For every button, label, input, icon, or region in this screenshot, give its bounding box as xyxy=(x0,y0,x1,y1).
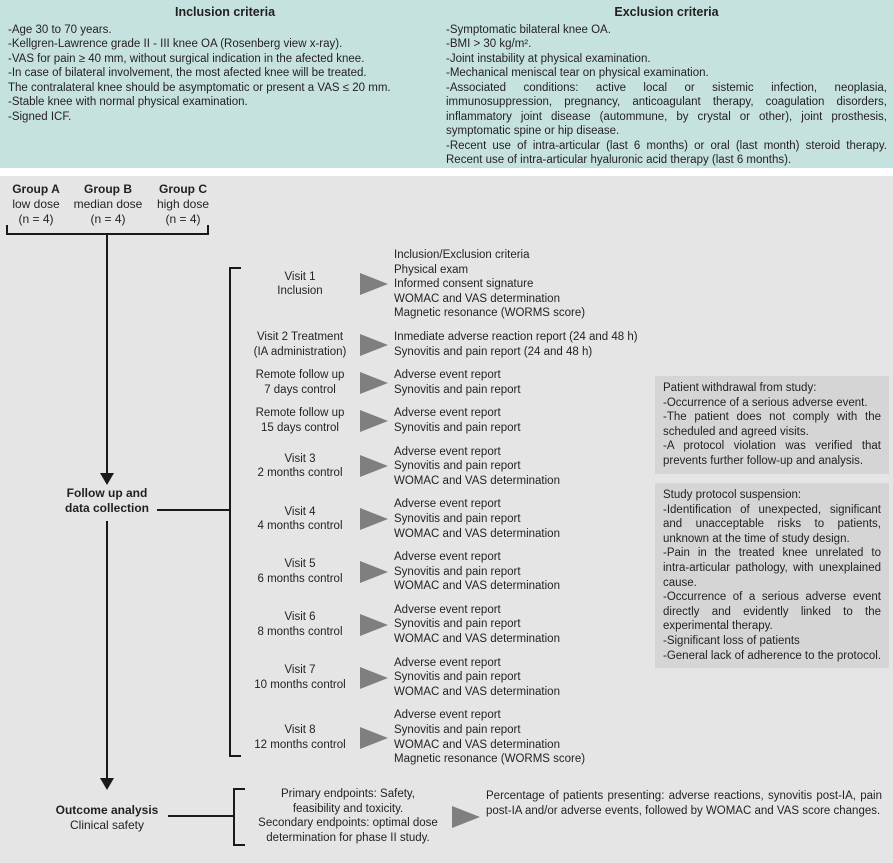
visit-label-line: 4 months control xyxy=(257,520,343,533)
arrow-cell xyxy=(360,667,394,689)
visit-label-line: Inclusion xyxy=(277,285,323,298)
visit-label-line: 2 months control xyxy=(257,467,343,480)
visit-description-line: Informed consent signature xyxy=(394,278,534,291)
outcome-result-text: Percentage of patients presenting: adverse reactions, synovitis post-IA, pain post-IA and/or adverse events, followed by WOMAC and VAS score changes. xyxy=(486,790,882,817)
visit-description-line: Synovitis and pain report xyxy=(394,512,521,525)
visit-description-line: WOMAC and VAS determination xyxy=(394,633,560,646)
criteria-panel xyxy=(0,0,893,168)
exclusion-criteria-item: -Symptomatic bilateral knee OA. xyxy=(446,23,611,36)
arrow-cell xyxy=(360,334,394,356)
visit-description-line: Synovitis and pain report xyxy=(394,724,521,737)
inclusion-criteria-item: -VAS for pain ≥ 40 mm, without surgical indication in the afected knee. xyxy=(8,52,365,65)
right-arrow-icon xyxy=(360,667,388,689)
visit-row xyxy=(240,708,680,766)
right-arrow-icon xyxy=(360,273,388,295)
visit-descriptions xyxy=(394,406,680,435)
dose-group-line: median dose xyxy=(73,197,143,211)
visit-descriptions xyxy=(394,550,680,594)
visit-row xyxy=(240,330,680,359)
endpoints-line: feasibility and toxicity. xyxy=(292,802,404,815)
visit-label xyxy=(240,505,360,534)
followup-connector-line xyxy=(157,509,229,511)
right-arrow-icon xyxy=(360,410,388,432)
visit-description-line: WOMAC and VAS determination xyxy=(394,580,560,593)
visit-label-line: Visit 1 xyxy=(284,270,316,283)
outcome-connector-line xyxy=(168,815,233,817)
dose-group-line: low dose xyxy=(12,197,60,211)
withdrawal-box xyxy=(655,376,889,474)
dose-group-line: (n = 4) xyxy=(90,212,126,226)
visit-description-line: WOMAC and VAS determination xyxy=(394,527,560,540)
visit-description-line: Synovitis and pain report xyxy=(394,565,521,578)
visit-description-line: Physical exam xyxy=(394,263,469,276)
suspension-list xyxy=(663,503,881,664)
visit-description-line: Synovitis and pain report xyxy=(394,618,521,631)
visit-description-line: Magnetic resonance (WORMS score) xyxy=(394,753,586,766)
group-bracket-left-tick xyxy=(6,225,8,233)
arrow-cell xyxy=(360,372,394,394)
visit-description-line: Synovitis and pain report xyxy=(394,383,521,396)
visit-label-line: Visit 7 xyxy=(284,663,316,676)
dose-group xyxy=(8,182,64,227)
suspension-item: -General lack of adherence to the protocol. xyxy=(663,649,881,662)
exclusion-criteria-item: -Joint instability at physical examination. xyxy=(446,52,651,65)
visit-description-line: Inmediate adverse reaction report (24 and 48 h) xyxy=(394,330,638,343)
followup-label xyxy=(37,486,177,516)
visit-label-line: 10 months control xyxy=(254,678,346,691)
visits-list xyxy=(240,248,680,767)
visit-descriptions xyxy=(394,708,680,766)
suspension-item: -Occurrence of a serious adverse event directly and evidently linked to the experimental therapy. xyxy=(663,591,881,633)
visit-description-line: Adverse event report xyxy=(394,445,501,458)
visit-description-line: Synovitis and pain report (24 and 48 h) xyxy=(394,345,593,358)
arrow-cell xyxy=(360,561,394,583)
exclusion-criteria-list xyxy=(446,23,887,81)
visit-description-line: Synovitis and pain report xyxy=(394,421,521,434)
visit-label-line: 6 months control xyxy=(257,572,343,585)
visit-label-line: Remote follow up xyxy=(255,407,345,420)
exclusion-criteria-item: -Mechanical meniscal tear on physical examination. xyxy=(446,67,709,79)
arrow-cell xyxy=(360,508,394,530)
visit-descriptions xyxy=(394,445,680,489)
visit-label-line: Remote follow up xyxy=(255,369,345,382)
exclusion-criteria-title: Exclusion criteria xyxy=(614,5,719,19)
dose-group-line: Group C xyxy=(159,182,207,196)
endpoints-line: Secondary endpoints: optimal dose xyxy=(258,817,438,830)
visit-label xyxy=(240,452,360,481)
visit-label-line: Visit 8 xyxy=(284,724,316,737)
visit-row xyxy=(240,603,680,647)
visit-label-line: Visit 6 xyxy=(284,611,316,624)
inclusion-criteria-item: -In case of bilateral involvement, the most afected knee will be treated. xyxy=(8,67,367,79)
visit-label-line: 15 days control xyxy=(261,421,339,434)
inclusion-criteria-item: -Kellgren-Lawrence grade II - III knee OA (Rosenberg view x-ray). xyxy=(8,38,343,50)
withdrawal-item: -The patient does not comply with the scheduled and agreed visits. xyxy=(663,411,881,438)
visit-label xyxy=(240,368,360,397)
dose-group-line: high dose xyxy=(156,197,210,211)
exclusion-criteria-item: -BMI > 30 kg/m². xyxy=(446,38,532,50)
right-arrow-icon xyxy=(360,727,388,749)
visit-description-line: Inclusion/Exclusion criteria xyxy=(394,249,530,261)
arrow-cell xyxy=(360,410,394,432)
arrow-cell xyxy=(360,614,394,636)
inclusion-criteria-item: The contralateral knee should be asymptomatic or present a VAS ≤ 20 mm. xyxy=(8,81,391,94)
dose-groups xyxy=(8,182,214,227)
dose-group-line: (n = 4) xyxy=(18,212,54,226)
visit-description-line: Adverse event report xyxy=(394,656,501,669)
endpoints-bracket xyxy=(233,788,245,846)
exclusion-associated-conditions: -Associated conditions: active local or sistemic infection, neoplasia, immunosuppression, pregnancy, anticoagulant therapy, coagulation disorders, inflammatory joint disease (autommune, by crystal or other), joint prosthesis, symptomatic spine or hip disease. xyxy=(446,81,887,137)
visit-description-line: WOMAC and VAS determination xyxy=(394,474,560,487)
outcome-label xyxy=(27,803,187,833)
visit-descriptions xyxy=(394,330,680,359)
down-arrow-icon xyxy=(100,473,114,485)
visit-label xyxy=(240,723,360,752)
visit-row xyxy=(240,248,680,321)
dose-group-line: Group A xyxy=(12,182,60,196)
withdrawal-title: Patient withdrawal from study: xyxy=(663,382,817,394)
withdrawal-item: -A protocol violation was verified that prevents further follow-up and analysis. xyxy=(663,440,881,467)
visit-description-line: Adverse event report xyxy=(394,709,501,722)
exclusion-recent-use: -Recent use of intra-articular (last 6 months) or oral (last month) steroid therapy. Recent use of intra-articular hyaluronic acid therapy (last 6 months). xyxy=(446,139,887,166)
dose-group-line: (n = 4) xyxy=(165,212,201,226)
visit-description-line: Synovitis and pain report xyxy=(394,671,521,684)
visit-description-line: Adverse event report xyxy=(394,603,501,616)
visit-label-line: 7 days control xyxy=(264,383,336,396)
suspension-item: -Pain in the treated knee unrelated to intra-articular pathology, with unexplained cause. xyxy=(663,547,881,589)
visit-label-line: Visit 4 xyxy=(284,505,316,518)
visit-label xyxy=(240,557,360,586)
visit-descriptions xyxy=(394,248,680,321)
flow-line-followup-to-outcome xyxy=(106,521,108,779)
endpoints-text xyxy=(246,787,450,845)
dose-group xyxy=(152,182,214,227)
visit-label-line: Visit 3 xyxy=(284,452,316,465)
group-bracket-right-tick xyxy=(207,225,209,233)
inclusion-criteria-section xyxy=(8,5,442,124)
visit-description-line: Magnetic resonance (WORMS score) xyxy=(394,307,586,320)
visit-description-line: Adverse event report xyxy=(394,369,501,382)
down-arrow-icon xyxy=(100,778,114,790)
visit-row xyxy=(240,497,680,541)
visit-label xyxy=(240,406,360,435)
visit-label xyxy=(240,330,360,359)
withdrawal-item: -Occurrence of a serious adverse event. xyxy=(663,396,868,409)
right-arrow-icon xyxy=(360,561,388,583)
inclusion-criteria-title: Inclusion criteria xyxy=(174,5,276,19)
visit-description-line: Adverse event report xyxy=(394,498,501,511)
visit-row xyxy=(240,656,680,700)
visit-row xyxy=(240,445,680,489)
visit-description-line: WOMAC and VAS determination xyxy=(394,292,560,305)
visit-label-line: 12 months control xyxy=(254,738,346,751)
visit-descriptions xyxy=(394,656,680,700)
visit-label xyxy=(240,663,360,692)
right-arrow-icon xyxy=(360,372,388,394)
outcome-subtitle: Clinical safety xyxy=(69,818,145,832)
inclusion-criteria-item: -Signed ICF. xyxy=(8,110,72,123)
visit-description-line: Synovitis and pain report xyxy=(394,460,521,473)
right-arrow-icon xyxy=(452,806,480,828)
visit-row xyxy=(240,406,680,435)
inclusion-criteria-item: -Age 30 to 70 years. xyxy=(8,23,112,36)
endpoints-line: determination for phase II study. xyxy=(266,831,430,844)
dose-group-line: Group B xyxy=(84,182,132,196)
visit-descriptions xyxy=(394,497,680,541)
exclusion-criteria-section xyxy=(446,5,887,168)
visit-label-line: Visit 2 Treatment xyxy=(256,330,344,343)
visit-row xyxy=(240,368,680,397)
suspension-box xyxy=(655,483,889,668)
right-arrow-icon xyxy=(360,455,388,477)
withdrawal-list xyxy=(663,396,881,469)
endpoints-line: Primary endpoints: Safety, xyxy=(280,788,415,800)
visit-description-line: Adverse event report xyxy=(394,407,501,420)
visit-description-line: WOMAC and VAS determination xyxy=(394,738,560,751)
arrow-cell xyxy=(360,273,394,295)
followup-label-line: Follow up and xyxy=(66,486,148,500)
inclusion-criteria-item: -Stable knee with normal physical examination. xyxy=(8,96,248,108)
followup-label-line: data collection xyxy=(64,501,150,515)
visit-label xyxy=(240,610,360,639)
visit-descriptions xyxy=(394,603,680,647)
visit-label-line: 8 months control xyxy=(257,625,343,638)
visit-label-line: (IA administration) xyxy=(253,345,347,358)
suspension-item: -Significant loss of patients xyxy=(663,634,800,647)
dose-group xyxy=(64,182,152,227)
visit-row xyxy=(240,550,680,594)
inclusion-criteria-list xyxy=(8,23,442,125)
arrow-cell xyxy=(360,455,394,477)
visit-description-line: Adverse event report xyxy=(394,551,501,564)
arrow-cell xyxy=(360,727,394,749)
right-arrow-icon xyxy=(360,508,388,530)
right-arrow-icon xyxy=(360,614,388,636)
visit-label xyxy=(240,270,360,299)
suspension-item: -Identification of unexpected, significant and unacceptable risks to patients, unknown at the time of study design. xyxy=(663,503,881,545)
visit-descriptions xyxy=(394,368,680,397)
suspension-title: Study protocol suspension: xyxy=(663,489,802,501)
visit-description-line: WOMAC and VAS determination xyxy=(394,685,560,698)
right-arrow-icon xyxy=(360,334,388,356)
flow-line-groups-to-followup xyxy=(106,235,108,474)
visit-label-line: Visit 5 xyxy=(284,558,316,571)
outcome-title: Outcome analysis xyxy=(55,803,159,817)
